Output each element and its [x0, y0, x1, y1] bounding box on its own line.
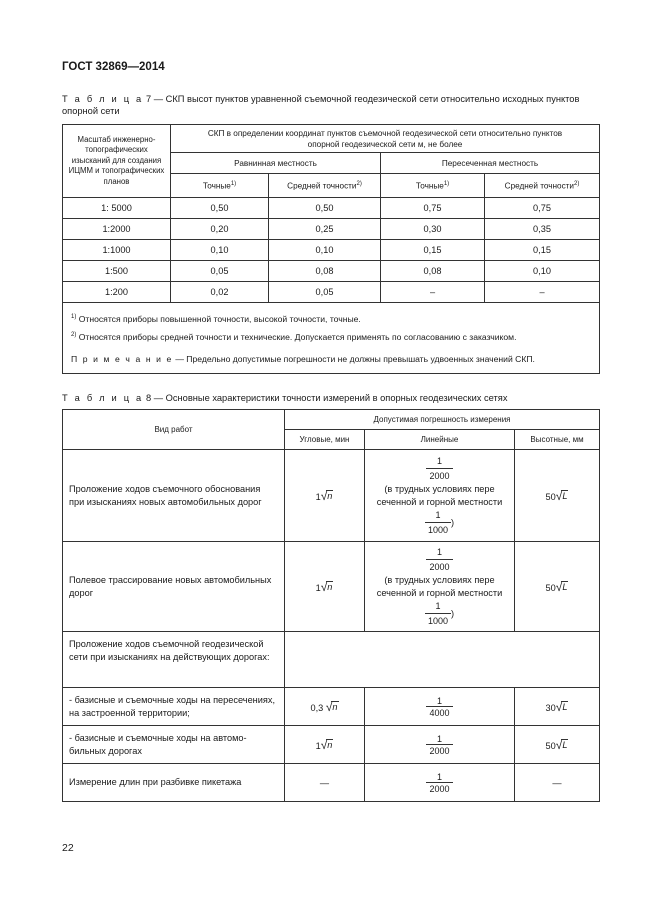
table-row [63, 240, 600, 261]
height-cell: 50 √ L [515, 542, 600, 632]
value-cell: – [485, 282, 600, 303]
table8-caption-prefix: Т а б л и ц а [62, 393, 144, 403]
fraction-1-1000: $\frac{1}{1000}$ [425, 509, 451, 537]
scale-cell: 1:2000 [63, 219, 171, 240]
height-cell: — [515, 764, 600, 802]
sqrt-L: √ L [555, 579, 568, 594]
table8-caption-num: 8 [145, 393, 152, 403]
footnote-2: $^{2)}$ Относятся приборы средней точности и технические. Допускается применять по согласованию с заказчиком. [71, 331, 517, 342]
work-cell: Измерение длин при разбивке пикетажа [63, 764, 285, 802]
table7-caption-num: 7 [145, 94, 152, 104]
header-allowed-error: Допустимая погрешность измерения [285, 410, 600, 430]
table-row [63, 688, 600, 726]
table-row [63, 282, 600, 303]
header-work-type: Вид работ [63, 410, 285, 450]
linear-cell [365, 726, 515, 764]
table8-caption [62, 392, 602, 404]
work-cell: Полевое трассирование новых автомобильных дорог [63, 542, 285, 632]
header-flat-terrain: Равнинная местность [171, 153, 381, 174]
angular-cell: 1 √ n [285, 542, 365, 632]
scale-cell: 1: 5000 [63, 198, 171, 219]
linear-cell: $\frac{1}{2000}$ (в трудных условиях пере сеченной и горной местности $\frac{1}{1000}$ ) [365, 542, 515, 632]
value-cell: – [381, 282, 485, 303]
table-row [63, 632, 600, 688]
value-cell: 0,15 [381, 240, 485, 261]
height-cell: 50 √ L [515, 450, 600, 542]
sqrt-n: √ n [320, 737, 333, 752]
table-row [63, 450, 600, 542]
work-cell: - базисные и съемочные ходы на автомобильных дорогах [63, 726, 285, 764]
header-angular: Угловые, мин [285, 430, 365, 450]
angular-cell: 1 √ n [285, 726, 365, 764]
header-rough-terrain: Пересеченная местность [381, 153, 600, 174]
table7-caption-text: — СКП высот пунктов уравненной съемочной геодезической сети относительно исходных пунктов опорной сети [62, 94, 580, 116]
value-cell: 0,20 [171, 219, 269, 240]
sqrt-n: √ n [325, 699, 338, 714]
sqrt-n: √ n [320, 488, 333, 503]
scale-cell: 1:200 [63, 282, 171, 303]
scale-cell: 1:1000 [63, 240, 171, 261]
value-cell: 0,25 [269, 219, 381, 240]
value-cell: 0,05 [269, 282, 381, 303]
fraction-1-2000: $\frac{1}{2000}$ [426, 546, 452, 574]
table8 [62, 409, 600, 802]
table7-note: П р и м е ч а н и е — Предельно допустимые погрешности не должны превышать удвоенных значений СКП. [71, 353, 535, 364]
table7-footnotes [63, 303, 600, 374]
linear-cell [365, 688, 515, 726]
page-number: 22 [62, 842, 74, 854]
height-cell: 30 √ L [515, 688, 600, 726]
work-cell: Проложение ходов съемочной геодезической сети при изысканиях на действующих дорогах: [63, 632, 285, 688]
sqrt-L: √ L [555, 737, 568, 752]
table7-caption [62, 93, 602, 117]
header-exact-2: Точные$^{1)}$ [381, 174, 485, 198]
header-linear: Линейные [365, 430, 515, 450]
header-exact-1: Точные$^{1)}$ [171, 174, 269, 198]
value-cell: 0,10 [171, 240, 269, 261]
fraction-1-1000: $\frac{1}{1000}$ [425, 600, 451, 628]
table-row [63, 219, 600, 240]
sqrt-L: √ L [555, 699, 568, 714]
value-cell: 0,02 [171, 282, 269, 303]
footnote-1: $^{1)}$ Относятся приборы повышенной точности, высокой точности, точные. [71, 313, 361, 324]
value-cell: 0,15 [485, 240, 600, 261]
header-height: Высотные, мм [515, 430, 600, 450]
table-row [63, 261, 600, 282]
scale-cell: 1:500 [63, 261, 171, 282]
empty-cell [285, 632, 600, 688]
header-mid-1: Средней точности$^{2)}$ [269, 174, 381, 198]
work-cell: - базисные и съемочные ходы на пересечениях, на застроенной территории; [63, 688, 285, 726]
work-cell: Проложение ходов съемочного обоснования при изысканиях новых автомобильных дорог [63, 450, 285, 542]
sqrt-n: √ n [320, 579, 333, 594]
angular-cell: 0,3 √ n [285, 688, 365, 726]
sqrt-L: √ L [555, 488, 568, 503]
table-row [63, 726, 600, 764]
fraction-1-2000: $\frac{1}{2000}$ [426, 772, 452, 794]
table-row [63, 198, 600, 219]
header-scale: Масштаб инженерно-топографических изысканий для создания ИЦММ и топографических планов [63, 125, 171, 198]
value-cell: 0,75 [381, 198, 485, 219]
value-cell: 0,30 [381, 219, 485, 240]
table7-caption-prefix: Т а б л и ц а [62, 94, 144, 104]
table7 [62, 124, 600, 374]
linear-cell: $\frac{1}{2000}$ (в трудных условиях пере сеченной и горной местности $\frac{1}{1000}$ ) [365, 450, 515, 542]
fraction-1-2000: $\frac{1}{2000}$ [426, 455, 452, 483]
linear-cell [365, 764, 515, 802]
document-header: ГОСТ 32869—2014 [62, 61, 165, 73]
value-cell: 0,50 [269, 198, 381, 219]
value-cell: 0,50 [171, 198, 269, 219]
table-row [63, 764, 600, 802]
value-cell: 0,75 [485, 198, 600, 219]
value-cell: 0,35 [485, 219, 600, 240]
height-cell: 50 √ L [515, 726, 600, 764]
header-mid-2: Средней точности$^{2)}$ [485, 174, 600, 198]
table8-caption-text: — Основные характеристики точности измерений в опорных геодезических сетях [153, 393, 508, 403]
value-cell: 0,05 [171, 261, 269, 282]
header-skp: СКП в определении координат пунктов съемочной геодезической сети относительно пунктов опорной геодезической сети м, не более [171, 125, 600, 153]
value-cell: 0,08 [269, 261, 381, 282]
value-cell: 0,10 [485, 261, 600, 282]
fraction-1-4000: $\frac{1}{4000}$ [426, 696, 452, 718]
angular-cell: — [285, 764, 365, 802]
fraction-1-2000: $\frac{1}{2000}$ [426, 734, 452, 756]
angular-cell: 1 √ n [285, 450, 365, 542]
table-row [63, 542, 600, 632]
value-cell: 0,08 [381, 261, 485, 282]
value-cell: 0,10 [269, 240, 381, 261]
